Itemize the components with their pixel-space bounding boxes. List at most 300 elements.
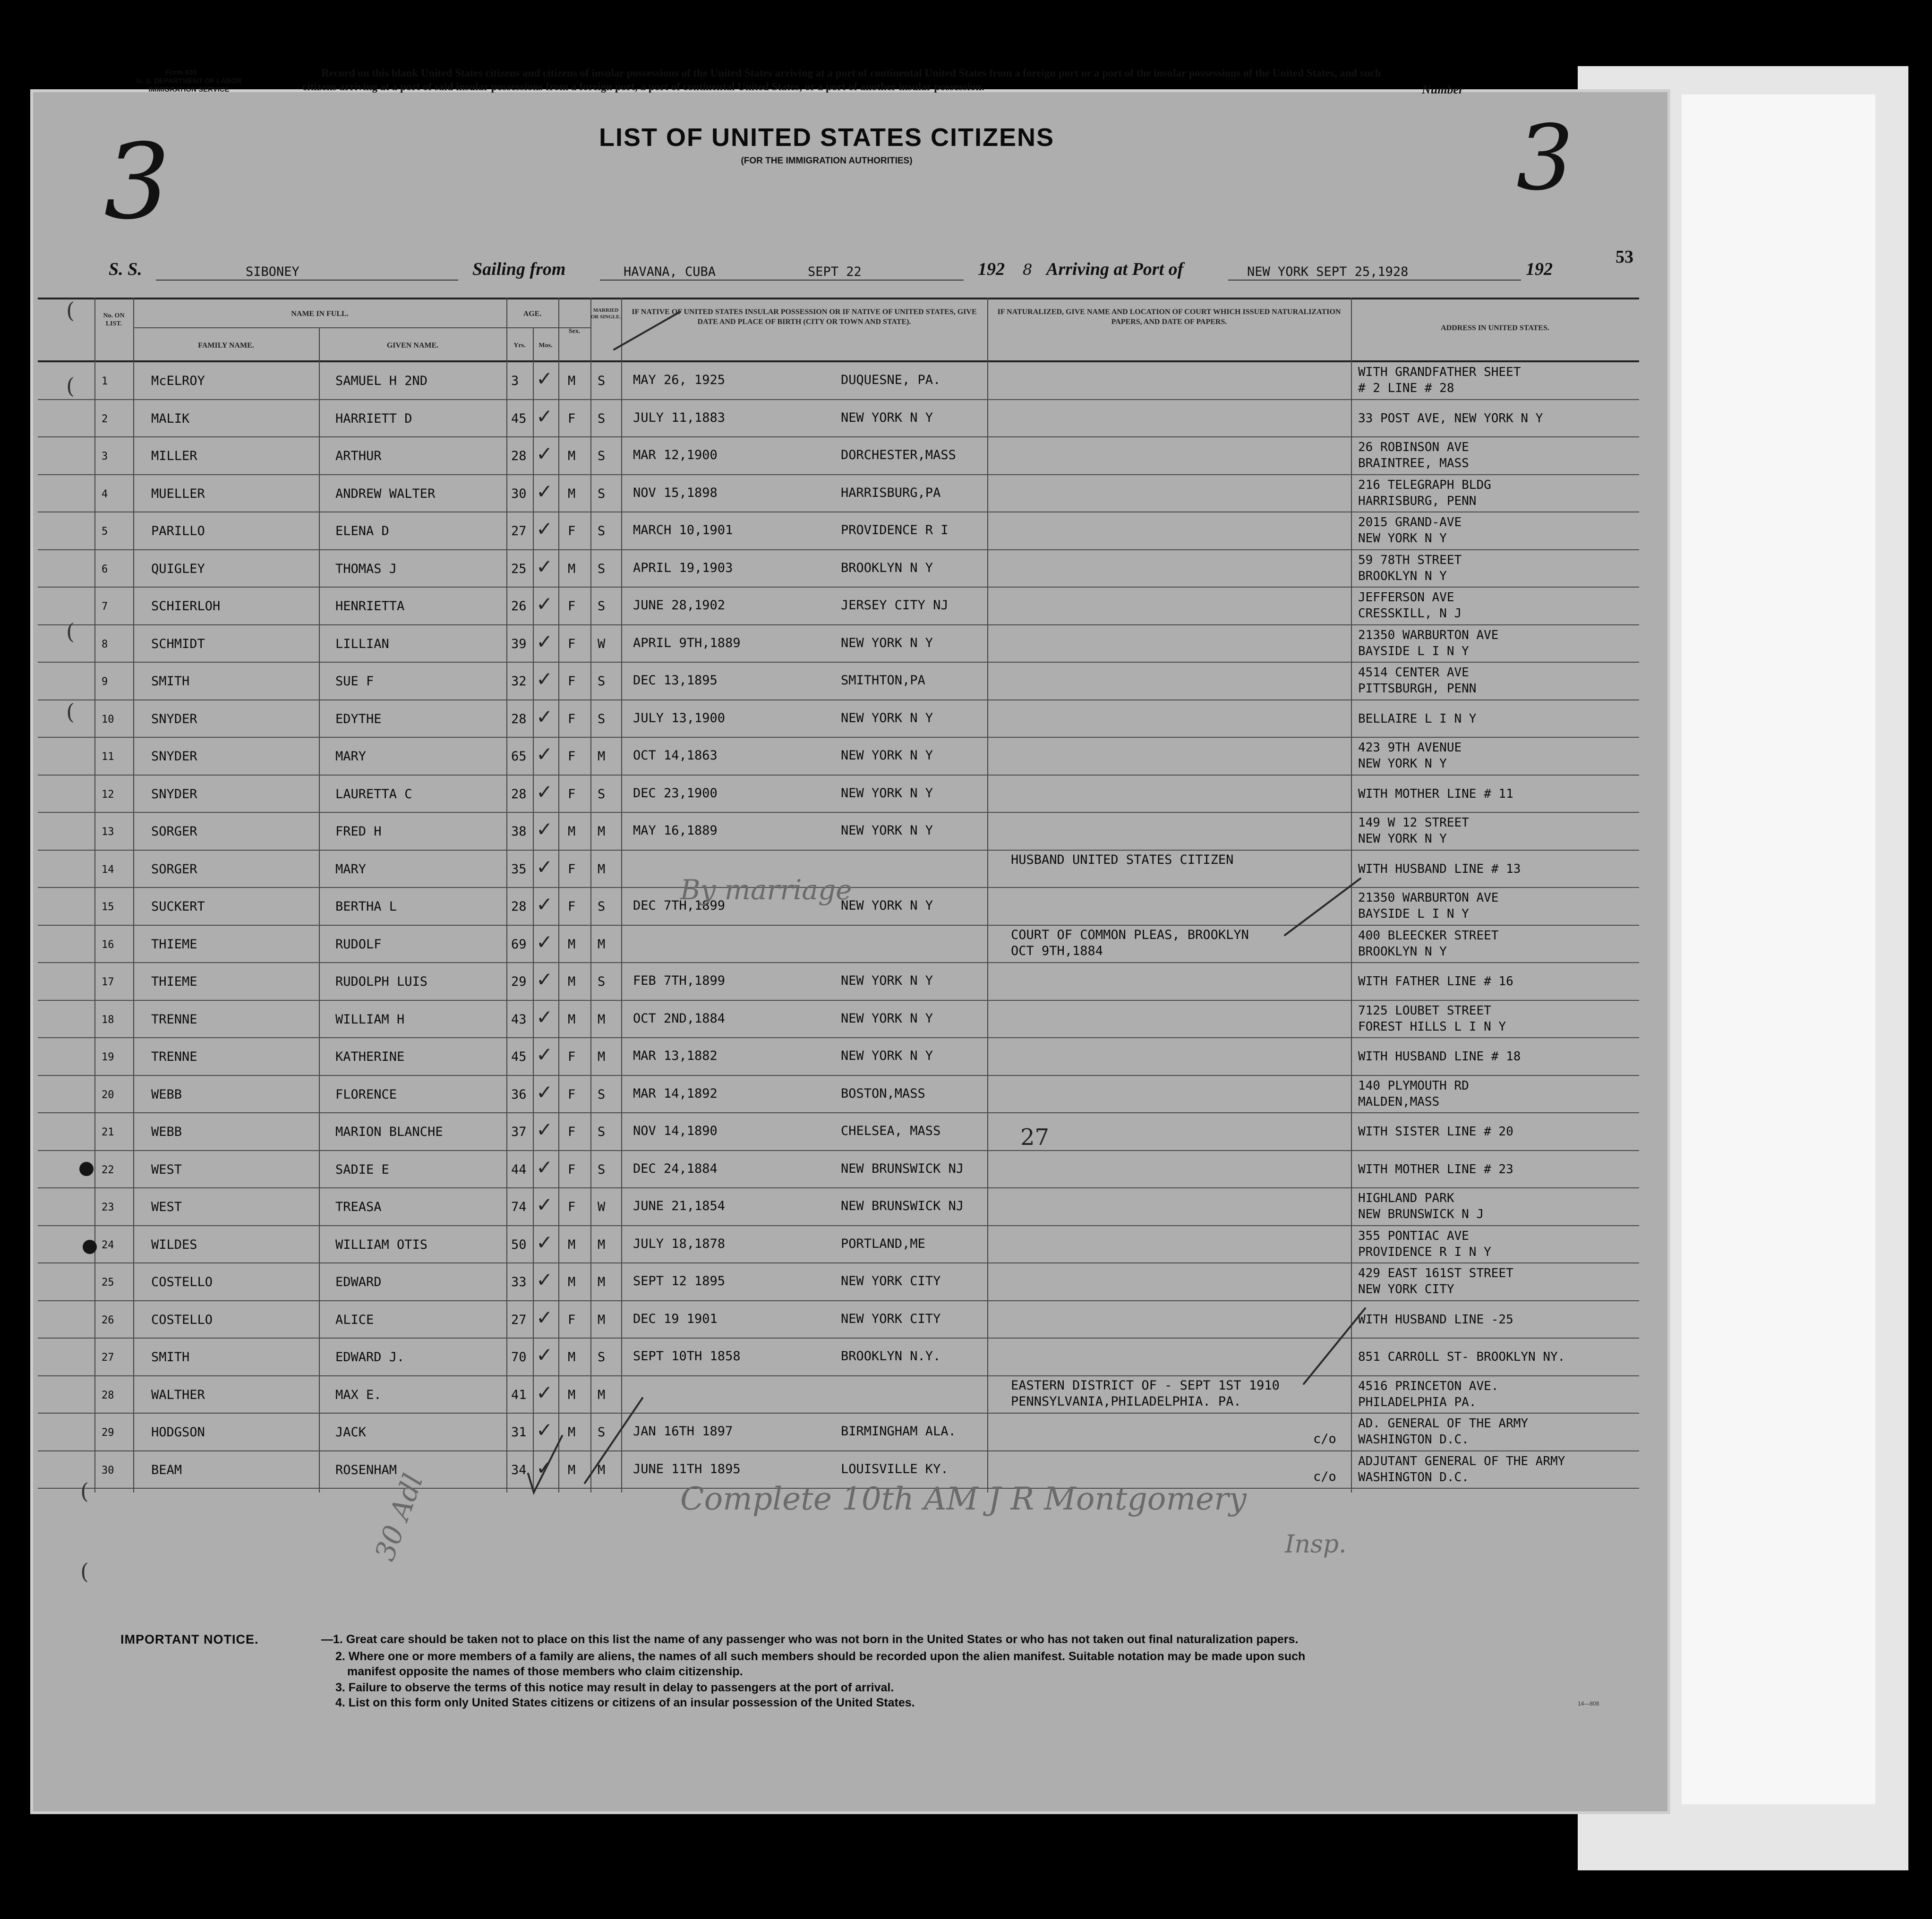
given-name: SADIE E bbox=[335, 1162, 389, 1177]
family-name: WEST bbox=[151, 1200, 182, 1214]
address-line-1: WITH HUSBAND LINE # 18 bbox=[1358, 1049, 1521, 1064]
sex: M bbox=[568, 1387, 576, 1402]
birth-date: MAR 13,1882 bbox=[633, 1049, 718, 1063]
birth-date: SEPT 12 1895 bbox=[633, 1274, 726, 1288]
address-line-1: WITH MOTHER LINE # 11 bbox=[1358, 786, 1513, 801]
birth-date: JULY 11,1883 bbox=[633, 410, 726, 425]
address-line-2: MALDEN,MASS bbox=[1358, 1094, 1440, 1109]
given-name: EDYTHE bbox=[335, 711, 382, 726]
birth-date: MAR 12,1900 bbox=[633, 448, 718, 462]
birth-date: DEC 19 1901 bbox=[633, 1311, 718, 1326]
birth-place: PROVIDENCE R I bbox=[841, 523, 949, 537]
address-line-2: HARRISBURG, PENN bbox=[1358, 494, 1477, 508]
handwritten-inspector-initials: Insp. bbox=[1285, 1530, 1347, 1559]
check-mark-icon: ✓ bbox=[536, 1118, 553, 1141]
address-line-1: 59 78TH STREET bbox=[1358, 553, 1462, 567]
year-digit-1: 8 bbox=[1023, 261, 1033, 279]
row-number: 29 bbox=[102, 1427, 114, 1439]
sex: M bbox=[568, 974, 576, 989]
sex: M bbox=[568, 561, 576, 576]
birth-place: BIRMINGHAM ALA. bbox=[841, 1424, 956, 1439]
given-name: HARRIETT D bbox=[335, 411, 412, 426]
row-number: 30 bbox=[102, 1464, 114, 1476]
family-name: HODGSON bbox=[151, 1425, 205, 1440]
marital-status: S bbox=[598, 411, 606, 426]
address-line-1: WITH SISTER LINE # 20 bbox=[1358, 1125, 1513, 1139]
binding-curl: ( bbox=[66, 298, 75, 323]
page-number: 53 bbox=[1616, 247, 1633, 267]
check-mark-icon: ✓ bbox=[536, 367, 553, 390]
age-years: 28 bbox=[511, 711, 527, 726]
family-name: WEBB bbox=[151, 1087, 182, 1102]
marital-status: M bbox=[598, 1312, 606, 1327]
age-years: 30 bbox=[511, 486, 527, 501]
given-name: EDWARD bbox=[335, 1275, 382, 1289]
header-mos: Mos. bbox=[539, 342, 553, 349]
age-years: 50 bbox=[511, 1237, 527, 1252]
marital-status: M bbox=[598, 1049, 606, 1064]
notice-item-2-cont: manifest opposite the names of those members who claim citizenship. bbox=[347, 1665, 743, 1678]
birth-date: DEC 24,1884 bbox=[633, 1161, 718, 1176]
age-years: 26 bbox=[511, 599, 527, 614]
check-mark-icon: ✓ bbox=[536, 855, 553, 878]
address-line-1: HIGHLAND PARK bbox=[1358, 1191, 1454, 1205]
sex: F bbox=[568, 786, 576, 802]
age-years: 41 bbox=[511, 1387, 527, 1402]
row-number: 14 bbox=[102, 863, 114, 876]
given-name: MAX E. bbox=[335, 1387, 382, 1402]
sex: M bbox=[568, 937, 576, 952]
family-name: SUCKERT bbox=[151, 899, 205, 914]
age-years: 25 bbox=[511, 561, 527, 576]
address-line-2: NEW YORK CITY bbox=[1358, 1282, 1454, 1296]
check-mark-icon: ✓ bbox=[536, 1193, 553, 1216]
address-line-2: WASHINGTON D.C. bbox=[1358, 1433, 1469, 1447]
row-number: 24 bbox=[102, 1239, 114, 1251]
row-number: 13 bbox=[102, 826, 114, 838]
row-number: 26 bbox=[102, 1314, 114, 1326]
age-years: 34 bbox=[511, 1462, 527, 1477]
marital-status: W bbox=[598, 636, 606, 651]
family-name: THIEME bbox=[151, 974, 197, 989]
sex: M bbox=[568, 449, 576, 463]
age-years: 28 bbox=[511, 786, 527, 802]
check-mark-icon: ✓ bbox=[536, 404, 553, 428]
address-line-2: PROVIDENCE R I N Y bbox=[1358, 1245, 1491, 1259]
intro-text: Record on this blank United States citizens and citizens of insular possessions of the United States arriving at a port of continental United States from a foreign port or a port of the insular possessions of the United States, and such citizens arriving at a port of said insular possessions from a foreign port, a port of continental United States, or a port of another insular possession. bbox=[302, 67, 1381, 93]
check-mark-icon: ✓ bbox=[536, 630, 553, 653]
check-mark-icon: ✓ bbox=[536, 1005, 553, 1029]
birth-place: NEW YORK N Y bbox=[841, 748, 933, 763]
birth-place: NEW BRUNSWICK NJ bbox=[841, 1161, 964, 1176]
birth-date: JUNE 28,1902 bbox=[633, 598, 726, 613]
birth-date: OCT 14,1863 bbox=[633, 748, 718, 763]
handwritten-margin-27: 27 bbox=[1020, 1124, 1050, 1151]
naturalization-detail: c/o bbox=[1313, 1469, 1336, 1484]
marital-status: S bbox=[598, 1125, 606, 1139]
sailing-port: HAVANA, CUBA bbox=[624, 264, 716, 279]
given-name: MARY bbox=[335, 861, 367, 877]
address-line-2: NEW YORK N Y bbox=[1358, 531, 1447, 546]
punch-hole bbox=[83, 1240, 97, 1254]
birth-date: OCT 2ND,1884 bbox=[633, 1011, 726, 1026]
given-name: EDWARD J. bbox=[335, 1350, 405, 1365]
naturalization-detail: c/o bbox=[1313, 1432, 1336, 1446]
birth-date: MAY 16,1889 bbox=[633, 823, 718, 838]
age-years: 33 bbox=[511, 1275, 527, 1289]
header-naturalized: IF NATURALIZED, GIVE NAME AND LOCATION OF COURT WHICH ISSUED NATURALIZATION PAPERS, AND DATE OF PAPERS. bbox=[997, 308, 1341, 326]
family-name: BEAM bbox=[151, 1462, 182, 1477]
age-years: 36 bbox=[511, 1087, 527, 1102]
given-name: ELENA D bbox=[335, 524, 389, 538]
marital-status: M bbox=[598, 749, 606, 764]
address-line-1: BELLAIRE L I N Y bbox=[1358, 711, 1477, 726]
header-no: No. ON LIST. bbox=[103, 312, 125, 327]
age-years: 3 bbox=[511, 374, 519, 388]
handwritten-corner-number: 3 bbox=[104, 121, 170, 242]
ss-label: S. S. bbox=[109, 259, 142, 279]
check-mark-icon: ✓ bbox=[536, 930, 553, 954]
address-line-1: 423 9TH AVENUE bbox=[1358, 741, 1462, 755]
birth-place: NEW YORK CITY bbox=[841, 1274, 941, 1288]
row-number: 16 bbox=[102, 938, 114, 951]
check-mark-icon: ✓ bbox=[536, 1381, 553, 1404]
row-number: 17 bbox=[102, 976, 114, 988]
birth-place: DORCHESTER,MASS bbox=[841, 448, 956, 462]
address-line-1: WITH HUSBAND LINE # 13 bbox=[1358, 861, 1521, 876]
sailing-date: SEPT 22 bbox=[808, 264, 862, 279]
sex: M bbox=[568, 1012, 576, 1027]
number-label: Number bbox=[1422, 83, 1464, 96]
marital-status: S bbox=[598, 374, 606, 388]
row-number: 12 bbox=[102, 788, 114, 801]
given-name: BERTHA L bbox=[335, 899, 397, 914]
birth-place: NEW YORK N Y bbox=[841, 1049, 933, 1063]
address-line-2: WASHINGTON D.C. bbox=[1358, 1470, 1469, 1484]
given-name: ALICE bbox=[335, 1312, 374, 1327]
header-age: AGE. bbox=[523, 310, 542, 318]
family-name: SORGER bbox=[151, 824, 197, 839]
header-yrs: Yrs. bbox=[513, 342, 526, 349]
year-prefix-2: 192 bbox=[1526, 259, 1553, 279]
address-line-2: FOREST HILLS L I N Y bbox=[1358, 1019, 1506, 1034]
marital-status: S bbox=[598, 449, 606, 463]
check-mark-icon: ✓ bbox=[536, 780, 553, 803]
marital-status: S bbox=[598, 711, 606, 726]
address-line-1: 400 BLEECKER STREET bbox=[1358, 928, 1499, 943]
address-line-1: 33 POST AVE, NEW YORK N Y bbox=[1358, 411, 1543, 426]
birth-date: SEPT 10TH 1858 bbox=[633, 1349, 741, 1364]
notice-item-2: 2. Where one or more members of a family are aliens, the names of all such members should be recorded upon the alien manifest. Suitable notation may be made upon such bbox=[335, 1650, 1306, 1663]
sex: F bbox=[568, 1049, 576, 1064]
address-line-1: 7125 LOUBET STREET bbox=[1358, 1003, 1491, 1018]
given-name: WILLIAM OTIS bbox=[335, 1237, 428, 1252]
row-number: 3 bbox=[102, 451, 108, 462]
naturalization-detail: OCT 9TH,1884 bbox=[1011, 943, 1103, 958]
row-number: 11 bbox=[102, 751, 114, 763]
sex: F bbox=[568, 411, 576, 426]
birth-place: HARRISBURG,PA bbox=[841, 485, 941, 500]
form-code: 14—808 bbox=[1578, 1700, 1599, 1707]
header-birth: IF NATIVE OF UNITED STATES INSULAR POSSESSION OR IF NATIVE OF UNITED STATES, GIVE DATE AND PLACE OF BIRTH (CITY OR TOWN AND STATE). bbox=[632, 308, 977, 326]
form-label: Form 630 bbox=[165, 68, 197, 77]
notice-item-1: —1. Great care should be taken not to place on this list the name of any passenger who was not born in the United States or who has not taken out final naturalization papers. bbox=[321, 1633, 1299, 1646]
birth-date: JAN 16TH 1897 bbox=[633, 1424, 733, 1439]
marital-status: S bbox=[598, 1162, 606, 1177]
address-line-2: BAYSIDE L I N Y bbox=[1358, 644, 1469, 658]
birth-place: BROOKLYN N Y bbox=[841, 560, 933, 575]
age-years: 29 bbox=[511, 974, 527, 989]
binding-curl: ( bbox=[80, 1559, 89, 1584]
marital-status: S bbox=[598, 561, 606, 576]
punch-hole bbox=[79, 1162, 94, 1176]
given-name: SUE F bbox=[335, 674, 374, 689]
address-line-1: WITH GRANDFATHER SHEET bbox=[1358, 365, 1521, 379]
given-name: KATHERINE bbox=[335, 1049, 405, 1064]
given-name: JACK bbox=[335, 1425, 367, 1440]
sex: F bbox=[568, 1200, 576, 1214]
address-line-2: CRESSKILL, N J bbox=[1358, 606, 1462, 621]
header-family-name: FAMILY NAME. bbox=[198, 341, 254, 350]
handwritten-by-marriage: By marriage bbox=[680, 874, 852, 906]
row-number: 19 bbox=[102, 1051, 114, 1063]
address-line-1: 429 EAST 161ST STREET bbox=[1358, 1266, 1513, 1280]
age-years: 65 bbox=[511, 749, 527, 764]
sex: F bbox=[568, 1125, 576, 1139]
birth-date: MAR 14,1892 bbox=[633, 1086, 718, 1101]
naturalization-detail: PENNSYLVANIA,PHILADELPHIA. PA. bbox=[1011, 1394, 1241, 1409]
birth-place: BROOKLYN N.Y. bbox=[841, 1349, 941, 1364]
birth-place: NEW YORK N Y bbox=[841, 635, 933, 650]
birth-place: NEW YORK N Y bbox=[841, 823, 933, 838]
given-name: RUDOLPH LUIS bbox=[335, 974, 428, 989]
page-subtitle: (FOR THE IMMIGRATION AUTHORITIES) bbox=[741, 156, 913, 166]
naturalization-court: COURT OF COMMON PLEAS, BROOKLYN bbox=[1011, 927, 1249, 942]
row-number: 15 bbox=[102, 901, 114, 913]
family-name: MALIK bbox=[151, 411, 190, 426]
birth-place: NEW YORK N Y bbox=[841, 1011, 933, 1026]
header-given-name: GIVEN NAME. bbox=[386, 341, 439, 350]
birth-place: NEW BRUNSWICK NJ bbox=[841, 1199, 964, 1213]
given-name: HENRIETTA bbox=[335, 599, 405, 614]
address-line-1: 149 W 12 STREET bbox=[1358, 816, 1469, 830]
birth-date: JULY 18,1878 bbox=[633, 1236, 726, 1251]
marital-status: M bbox=[598, 1012, 606, 1027]
row-number: 2 bbox=[102, 413, 108, 425]
check-mark-icon: ✓ bbox=[536, 1155, 553, 1179]
family-name: WEST bbox=[151, 1162, 182, 1177]
age-years: 32 bbox=[511, 674, 527, 689]
address-line-2: PHILADELPHIA PA. bbox=[1358, 1395, 1477, 1409]
naturalization-court: HUSBAND UNITED STATES CITIZEN bbox=[1011, 852, 1234, 867]
header-sex: Sex. bbox=[568, 328, 581, 335]
address-line-2: NEW BRUNSWICK N J bbox=[1358, 1207, 1484, 1221]
birth-date: JUNE 21,1854 bbox=[633, 1199, 726, 1213]
birth-date: NOV 15,1898 bbox=[633, 485, 718, 500]
address-line-1: AD. GENERAL OF THE ARMY bbox=[1358, 1416, 1529, 1431]
check-mark-icon: ✓ bbox=[536, 554, 553, 578]
address-line-1: 216 TELEGRAPH BLDG bbox=[1358, 478, 1491, 492]
given-name: MARY bbox=[335, 749, 367, 764]
check-mark-icon: ✓ bbox=[536, 1080, 553, 1104]
family-name: MUELLER bbox=[151, 486, 205, 501]
birth-place: BOSTON,MASS bbox=[841, 1086, 925, 1101]
marital-status: S bbox=[598, 974, 606, 989]
birth-place: NEW YORK N Y bbox=[841, 710, 933, 725]
family-name: McELROY bbox=[151, 374, 205, 388]
page-title: LIST OF UNITED STATES CITIZENS bbox=[599, 123, 1054, 152]
address-line-1: 140 PLYMOUTH RD bbox=[1358, 1078, 1469, 1093]
arriving-label: Arriving at Port of bbox=[1046, 259, 1184, 279]
marital-status: S bbox=[598, 1087, 606, 1102]
notice-item-4: 4. List on this form only United States citizens or citizens of an insular possession of the United States. bbox=[335, 1696, 915, 1709]
address-line-1: 4516 PRINCETON AVE. bbox=[1358, 1379, 1499, 1393]
marital-status: S bbox=[598, 1425, 606, 1440]
address-line-2: NEW YORK N Y bbox=[1358, 757, 1447, 771]
sex: F bbox=[568, 861, 576, 877]
birth-place: NEW YORK N Y bbox=[841, 898, 933, 913]
birth-date: MAY 26, 1925 bbox=[633, 373, 726, 387]
given-name: LAURETTA C bbox=[335, 786, 412, 802]
family-name: SCHIERLOH bbox=[151, 599, 221, 614]
check-mark-icon: ✓ bbox=[536, 705, 553, 728]
family-name: COSTELLO bbox=[151, 1312, 213, 1327]
header-married-single: MARRIED OR SINGLE. bbox=[590, 307, 621, 320]
check-mark-icon: ✓ bbox=[536, 968, 553, 991]
handwritten-margin-30: 30 Adl bbox=[368, 1469, 429, 1565]
check-mark-icon: ✓ bbox=[536, 442, 553, 465]
age-years: 45 bbox=[511, 1049, 527, 1064]
given-name: TREASA bbox=[335, 1200, 382, 1214]
check-mark-icon: ✓ bbox=[536, 1456, 553, 1479]
address-line-2: BAYSIDE L I N Y bbox=[1358, 907, 1469, 921]
binding-curl: ( bbox=[66, 619, 75, 644]
marital-status: M bbox=[598, 1387, 606, 1402]
address-line-1: WITH FATHER LINE # 16 bbox=[1358, 974, 1513, 989]
sex: F bbox=[568, 1312, 576, 1327]
family-name: WALTHER bbox=[151, 1387, 205, 1402]
family-name: MILLER bbox=[151, 449, 197, 463]
sex: M bbox=[568, 1425, 576, 1440]
address-line-2: # 2 LINE # 28 bbox=[1358, 381, 1454, 395]
given-name: FLORENCE bbox=[335, 1087, 397, 1102]
binding-curl: ( bbox=[66, 373, 75, 399]
marital-status: S bbox=[598, 486, 606, 501]
number-value: 3 bbox=[1516, 106, 1573, 210]
sex: M bbox=[568, 824, 576, 839]
age-years: 69 bbox=[511, 937, 527, 952]
sex: F bbox=[568, 899, 576, 914]
family-name: COSTELLO bbox=[151, 1275, 213, 1289]
birth-place: NEW YORK N Y bbox=[841, 410, 933, 425]
birth-date: DEC 7TH,1899 bbox=[633, 898, 726, 913]
age-years: 28 bbox=[511, 449, 527, 463]
row-number: 23 bbox=[102, 1202, 114, 1213]
address-line-1: 26 ROBINSON AVE bbox=[1358, 440, 1469, 454]
binding-curl: ( bbox=[66, 699, 75, 725]
address-line-1: 851 CARROLL ST- BROOKLYN NY. bbox=[1358, 1350, 1565, 1364]
birth-date: DEC 23,1900 bbox=[633, 785, 718, 801]
address-line-2: NEW YORK N Y bbox=[1358, 832, 1447, 846]
sex: F bbox=[568, 524, 576, 538]
given-name: MARION BLANCHE bbox=[335, 1125, 443, 1139]
marital-status: M bbox=[598, 937, 606, 952]
notice-item-3: 3. Failure to observe the terms of this notice may result in delay to passengers at the port of arrival. bbox=[335, 1681, 894, 1694]
family-name: SMITH bbox=[151, 674, 190, 689]
age-years: 27 bbox=[511, 524, 527, 538]
birth-place: NEW YORK N Y bbox=[841, 973, 933, 988]
sex: M bbox=[568, 1237, 576, 1252]
birth-place: DUQUESNE, PA. bbox=[841, 373, 941, 387]
age-years: 45 bbox=[511, 411, 527, 426]
check-mark-icon: ✓ bbox=[536, 479, 553, 503]
sex: M bbox=[568, 486, 576, 501]
family-name: SORGER bbox=[151, 861, 197, 877]
row-number: 4 bbox=[102, 488, 108, 500]
marital-status: M bbox=[598, 1462, 606, 1477]
check-mark-icon: ✓ bbox=[536, 893, 553, 916]
arrival-port-date: NEW YORK SEPT 25,1928 bbox=[1247, 264, 1409, 279]
sex: F bbox=[568, 749, 576, 764]
marital-status: M bbox=[598, 1275, 606, 1289]
sex: F bbox=[568, 599, 576, 614]
family-name: SNYDER bbox=[151, 786, 197, 802]
given-name: FRED H bbox=[335, 824, 382, 839]
age-years: 74 bbox=[511, 1200, 527, 1214]
address-line-1: 21350 WARBURTON AVE bbox=[1358, 891, 1499, 905]
service-label: IMMIGRATION SERVICE bbox=[148, 85, 230, 94]
notice-heading: IMPORTANT NOTICE. bbox=[120, 1632, 259, 1646]
age-years: 35 bbox=[511, 861, 527, 877]
birth-place: NEW YORK CITY bbox=[841, 1311, 941, 1326]
row-number: 21 bbox=[102, 1126, 114, 1138]
row-number: 27 bbox=[102, 1352, 114, 1364]
given-name: THOMAS J bbox=[335, 561, 397, 576]
family-name: SNYDER bbox=[151, 749, 197, 764]
family-name: WILDES bbox=[151, 1237, 197, 1252]
birth-date: APRIL 9TH,1889 bbox=[633, 635, 741, 650]
family-name: THIEME bbox=[151, 937, 197, 952]
birth-place: SMITHTON,PA bbox=[841, 673, 925, 688]
marital-status: W bbox=[598, 1200, 606, 1214]
sex: F bbox=[568, 711, 576, 726]
row-number: 5 bbox=[102, 526, 108, 537]
age-years: 43 bbox=[511, 1012, 527, 1027]
given-name: SAMUEL H 2ND bbox=[335, 374, 428, 388]
sex: M bbox=[568, 1275, 576, 1289]
marital-status: S bbox=[598, 599, 606, 614]
marital-status: S bbox=[598, 786, 606, 802]
check-mark-icon: ✓ bbox=[536, 818, 553, 841]
address-line-1: 21350 WARBURTON AVE bbox=[1358, 628, 1499, 642]
age-years: 27 bbox=[511, 1312, 527, 1327]
family-name: QUIGLEY bbox=[151, 561, 205, 576]
marital-status: M bbox=[598, 1237, 606, 1252]
birth-place: JERSEY CITY NJ bbox=[841, 598, 949, 613]
sex: F bbox=[568, 636, 576, 651]
address-line-2: BROOKLYN N Y bbox=[1358, 569, 1447, 583]
address-line-1: ADJUTANT GENERAL OF THE ARMY bbox=[1358, 1454, 1565, 1468]
row-number: 6 bbox=[102, 563, 108, 575]
given-name: ANDREW WALTER bbox=[335, 486, 436, 501]
check-mark-icon: ✓ bbox=[536, 667, 553, 691]
address-line-2: BRAINTREE, MASS bbox=[1358, 456, 1469, 470]
age-years: 28 bbox=[511, 899, 527, 914]
row-number: 28 bbox=[102, 1389, 114, 1401]
given-name: RUDOLF bbox=[335, 937, 382, 952]
ship-name: SIBONEY bbox=[246, 264, 299, 279]
birth-place: CHELSEA, MASS bbox=[841, 1124, 941, 1138]
